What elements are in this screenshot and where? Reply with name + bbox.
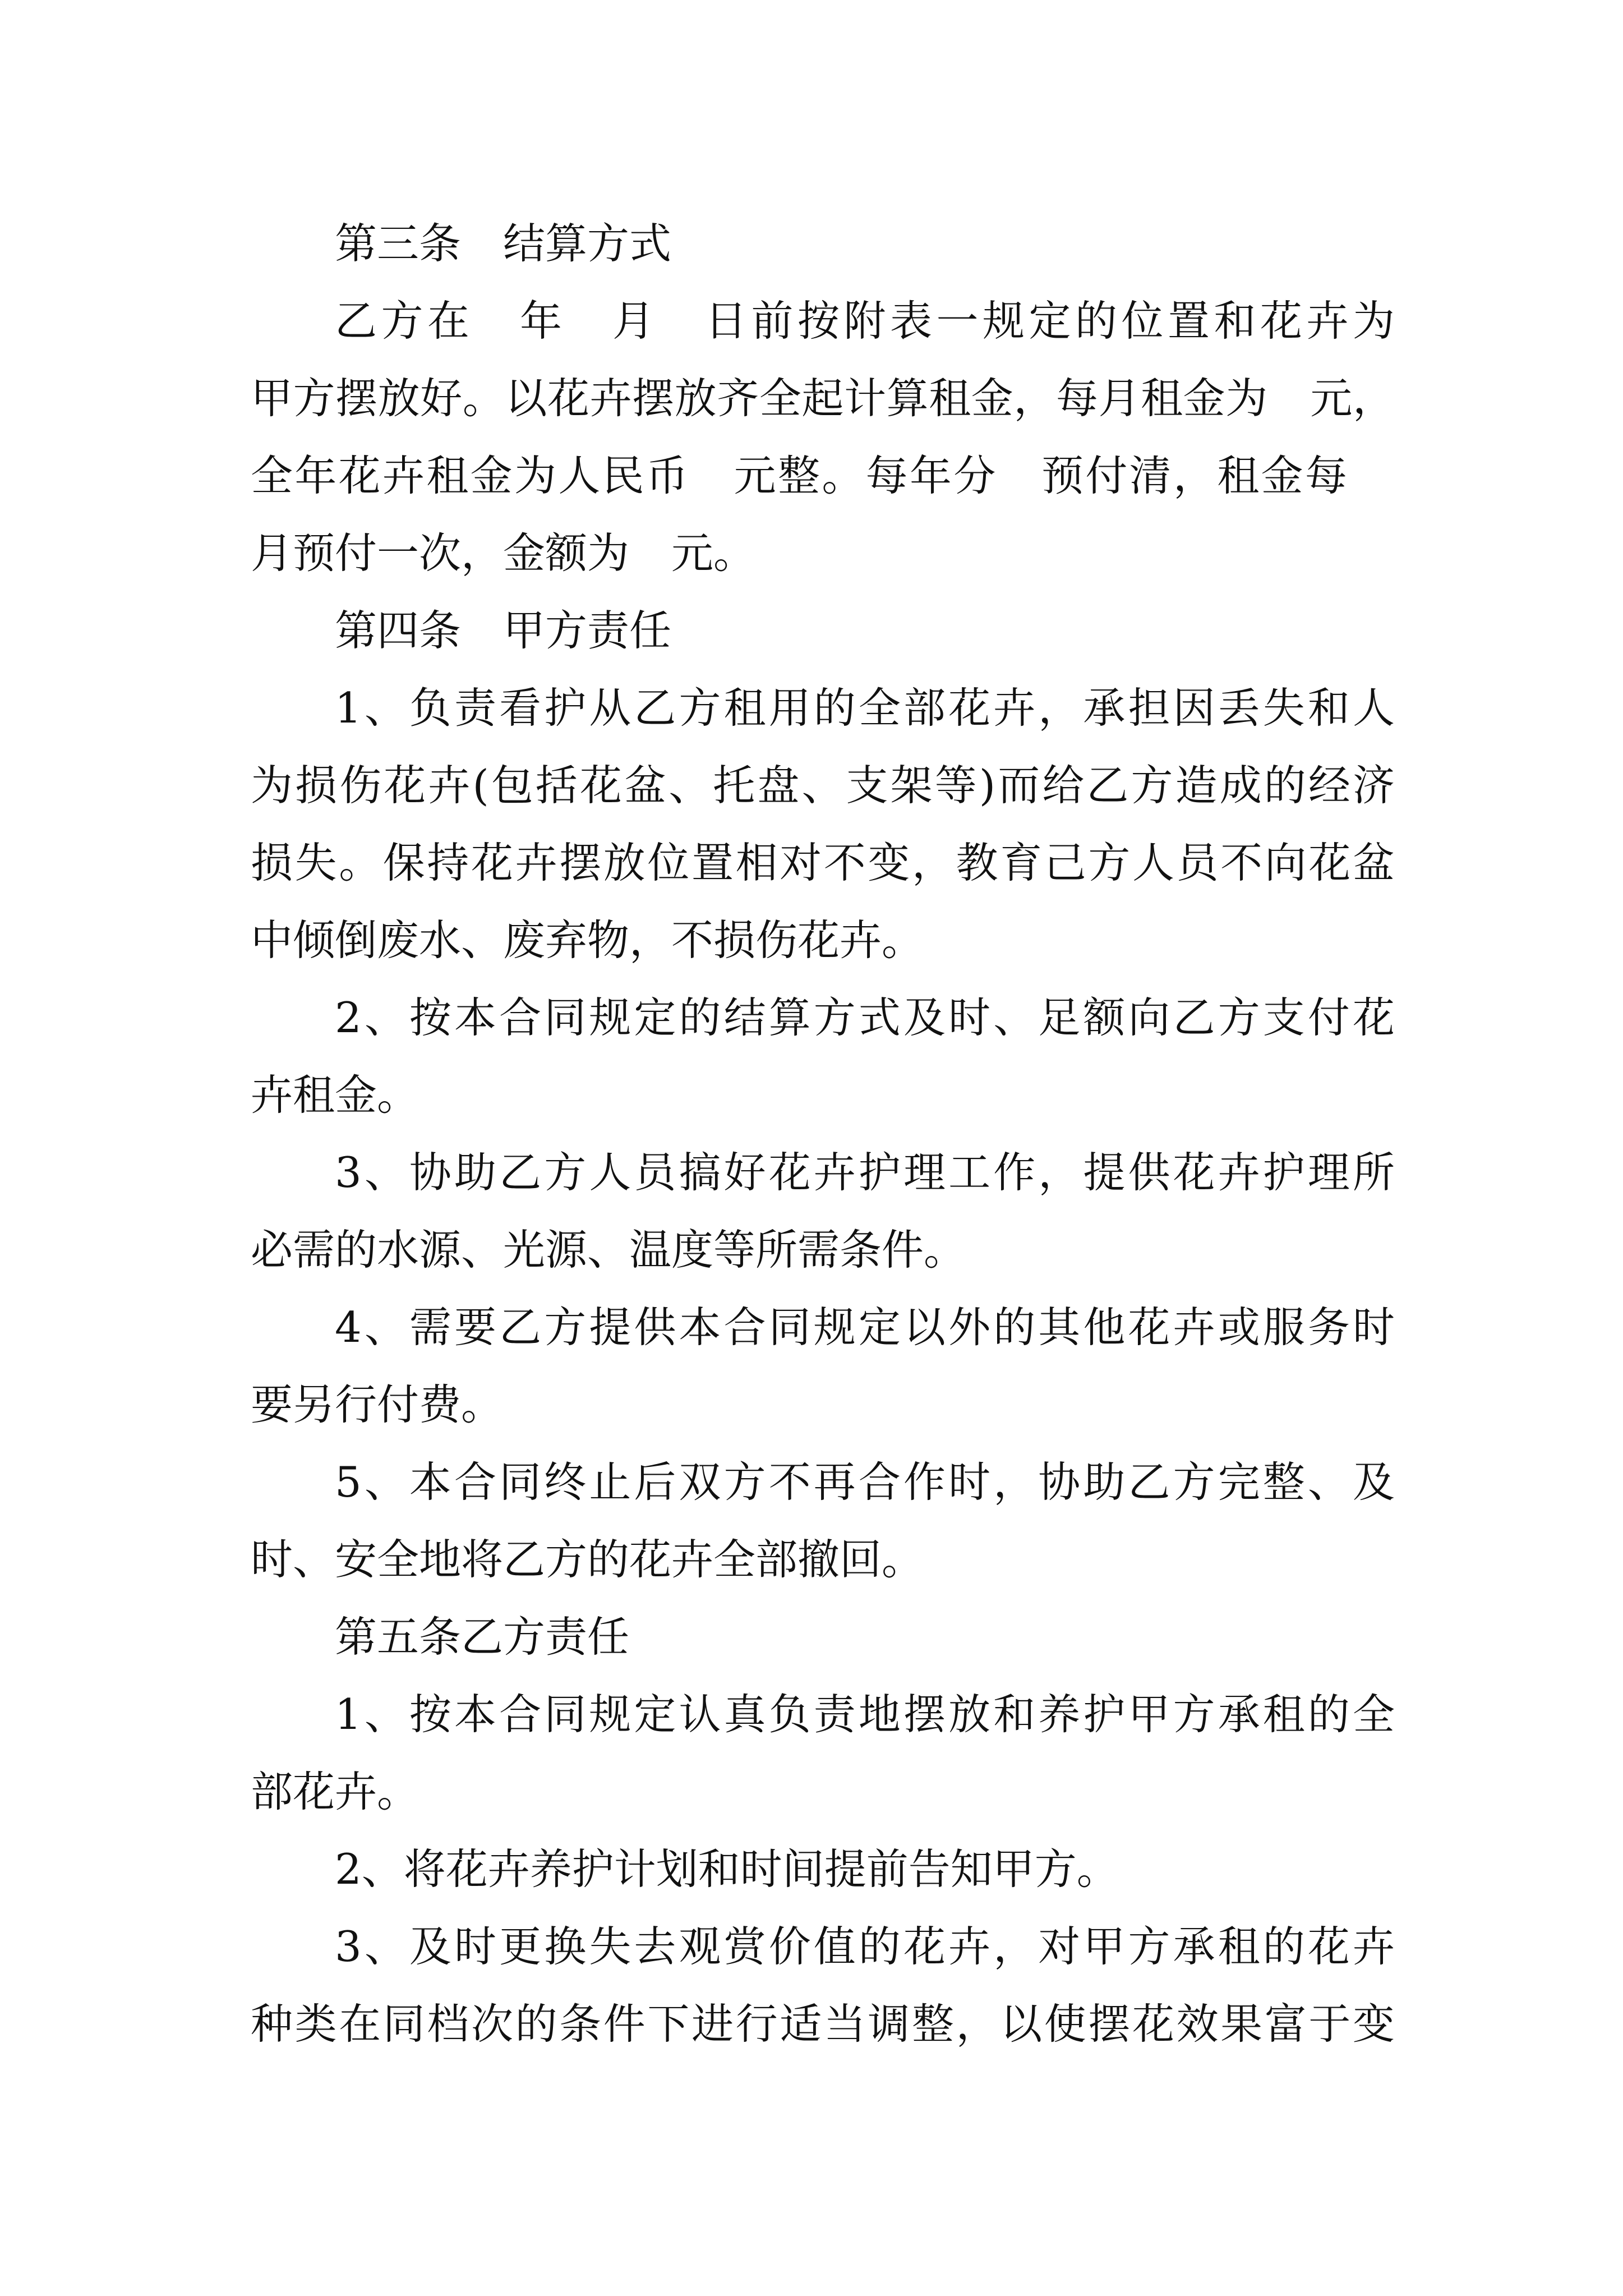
text-line: 4、需要乙方提供本合同规定以外的其他花卉或服务时 bbox=[335, 1303, 1395, 1352]
text-line: 要另行付费。 bbox=[251, 1380, 504, 1429]
clause-paragraph bbox=[251, 1289, 1395, 1443]
text-line: 部花卉。 bbox=[251, 1767, 419, 1816]
article-5-party-b-section bbox=[251, 1598, 1395, 2063]
clause-paragraph bbox=[251, 1830, 1395, 1908]
article-heading: 第三条 结算方式 bbox=[335, 219, 672, 268]
clause-paragraph bbox=[251, 1676, 1395, 1830]
clause-paragraph bbox=[251, 1443, 1395, 1598]
text-line: 5、本合同终止后双方不再合作时，协助乙方完整、及 bbox=[335, 1457, 1395, 1507]
text-line: 2、按本合同规定的结算方式及时、足额向乙方支付花 bbox=[335, 993, 1395, 1042]
text-line: 3、协助乙方人员搞好花卉护理工作，提供花卉护理所 bbox=[335, 1148, 1395, 1197]
text-line: 卉租金。 bbox=[251, 1070, 419, 1120]
text-line: 甲方摆放好。以花卉摆放齐全起计算租金，每月租金为 元， bbox=[251, 374, 1395, 423]
clause-paragraph bbox=[251, 282, 1395, 592]
article-heading: 第四条 甲方责任 bbox=[335, 606, 672, 655]
text-line: 月预付一次，金额为 元。 bbox=[251, 528, 756, 578]
text-line: 种类在同档次的条件下进行适当调整，以使摆花效果富于变 bbox=[251, 1999, 1395, 2049]
text-line: 必需的水源、光源、温度等所需条件。 bbox=[251, 1225, 966, 1274]
text-line: 1、负责看护从乙方租用的全部花卉，承担因丢失和人 bbox=[335, 683, 1395, 733]
article-3-settlement-section bbox=[251, 205, 1395, 592]
text-line: 为损伤花卉(包括花盆、托盘、支架等)而给乙方造成的经济 bbox=[251, 761, 1395, 810]
article-heading: 第五条乙方责任 bbox=[335, 1612, 630, 1662]
text-line: 2、将花卉养护计划和时间提前告知甲方。 bbox=[335, 1844, 1119, 1894]
text-line: 3、及时更换失去观赏价值的花卉，对甲方承租的花卉 bbox=[335, 1922, 1395, 1971]
text-line: 全年花卉租金为人民币 元整。每年分 预付清，租金每 bbox=[251, 451, 1347, 500]
text-line: 中倾倒废水、废弃物，不损伤花卉。 bbox=[251, 915, 924, 965]
article-4-party-a-section bbox=[251, 592, 1395, 1598]
text-line: 损失。保持花卉摆放位置相对不变，教育己方人员不向花盆 bbox=[251, 838, 1395, 887]
document-page bbox=[251, 205, 1395, 2063]
text-line: 乙方在 年 月 日前按附表一规定的位置和花卉为 bbox=[335, 296, 1395, 346]
text-line: 1、按本合同规定认真负责地摆放和养护甲方承租的全 bbox=[335, 1690, 1395, 1739]
clause-paragraph bbox=[251, 669, 1395, 979]
clause-paragraph bbox=[251, 1134, 1395, 1289]
clause-paragraph bbox=[251, 979, 1395, 1134]
clause-paragraph bbox=[251, 1908, 1395, 2063]
text-line: 时、安全地将乙方的花卉全部撤回。 bbox=[251, 1535, 924, 1584]
